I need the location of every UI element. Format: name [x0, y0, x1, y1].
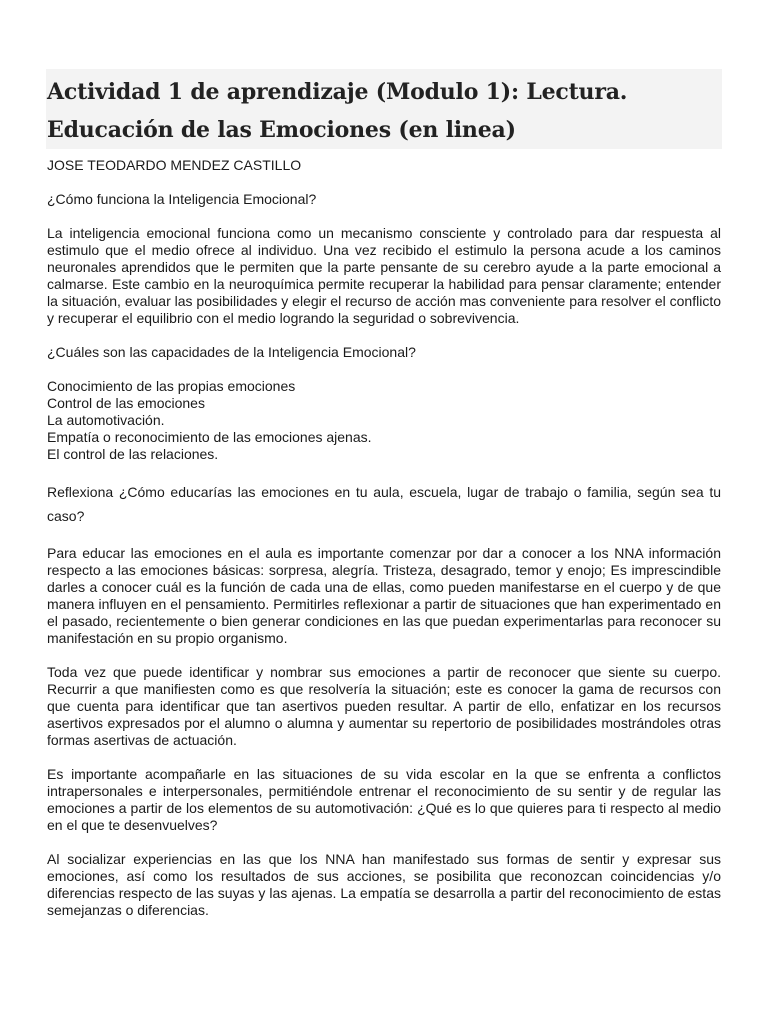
- question-3: Reflexiona ¿Cómo educarías las emociones en tu aula, escuela, lugar de trabajo o familia, según sea tu caso?: [47, 484, 721, 524]
- title-block: [46, 69, 722, 149]
- author-name: JOSE TEODARDO MENDEZ CASTILLO: [47, 157, 302, 173]
- title-line-1: Actividad 1 de aprendizaje (Modulo 1): Lectura.: [47, 79, 628, 105]
- document-page: [47, 69, 721, 919]
- question-1: ¿Cómo funciona la Inteligencia Emocional?: [47, 191, 317, 207]
- paragraph-2: Toda vez que puede identificar y nombrar sus emociones a partir de reconocer que siente su cuerpo. Recurrir a que manifiesten como es que resolvería la situación; este es conocer la gama de recursos con que cuenta para identificar que tan asertivos pueden resultar. A partir de ello, enfatizar en los recursos asertivos expresados por el alumno o alumna y aumentar su repertorio de posibilidades mostrándoles otras formas asertivas de actuación.: [47, 664, 721, 748]
- list-item: El control de las relaciones.: [47, 446, 219, 462]
- capacities-list: [47, 378, 721, 463]
- answer-1: La inteligencia emocional funciona como un mecanismo consciente y controlado para dar respuesta al estimulo que el medio ofrece al individuo. Una vez recibido el estimulo la persona acude a los caminos neuronales aprendidos que le permiten que la parte pensante de su cerebro ayude a la parte emocional a calmarse. Este cambio en la neuroquímica permite recuperar la habilidad para pensar claramente; entender la situación, evaluar las posibilidades y elegir el recurso de acción mas conveniente para resolver el conflicto y recuperar el equilibrio con el medio logrando la seguridad o sobrevivencia.: [47, 225, 721, 326]
- title-line-2: Educación de las Emociones (en linea): [47, 117, 516, 143]
- document-title: [47, 73, 722, 149]
- list-item: La automotivación.: [47, 412, 165, 428]
- paragraph-4: Al socializar experiencias en las que los NNA han manifestado sus formas de sentir y expresar sus emociones, así como los resultados de sus acciones, se posibilita que reconozcan coincidencias y/o diferencias respecto de las suyas y las ajenas. La empatía se desarrolla a partir del reconocimiento de estas semejanzas o diferencias.: [47, 851, 721, 918]
- list-item: Empatía o reconocimiento de las emociones ajenas.: [47, 429, 372, 445]
- paragraph-1: Para educar las emociones en el aula es importante comenzar por dar a conocer a los NNA información respecto a las emociones básicas: sorpresa, alegría. Tristeza, desagrado, temor y enojo; Es imprescindible darles a conocer cuál es la función de cada una de ellas, como pueden manifestarse en el cuerpo y de que manera influyen en el pensamiento. Permitirles reflexionar a partir de situaciones que han experimentado en el pasado, recientemente o bien generar condiciones en las que puedan experimentarlas para reconocer su manifestación en su propio organismo.: [47, 545, 721, 646]
- list-item: Conocimiento de las propias emociones: [47, 378, 296, 394]
- list-item: Control de las emociones: [47, 395, 205, 411]
- question-2: ¿Cuáles son las capacidades de la Inteligencia Emocional?: [47, 344, 416, 360]
- paragraph-3: Es importante acompañarle en las situaciones de su vida escolar en la que se enfrenta a conflictos intrapersonales e interpersonales, permitiéndole entrenar el reconocimiento de su sentir y de regular las emociones a partir de los elementos de su automotivación: ¿Qué es lo que quieres para ti respecto al medio en el que te desenvuelves?: [47, 766, 721, 833]
